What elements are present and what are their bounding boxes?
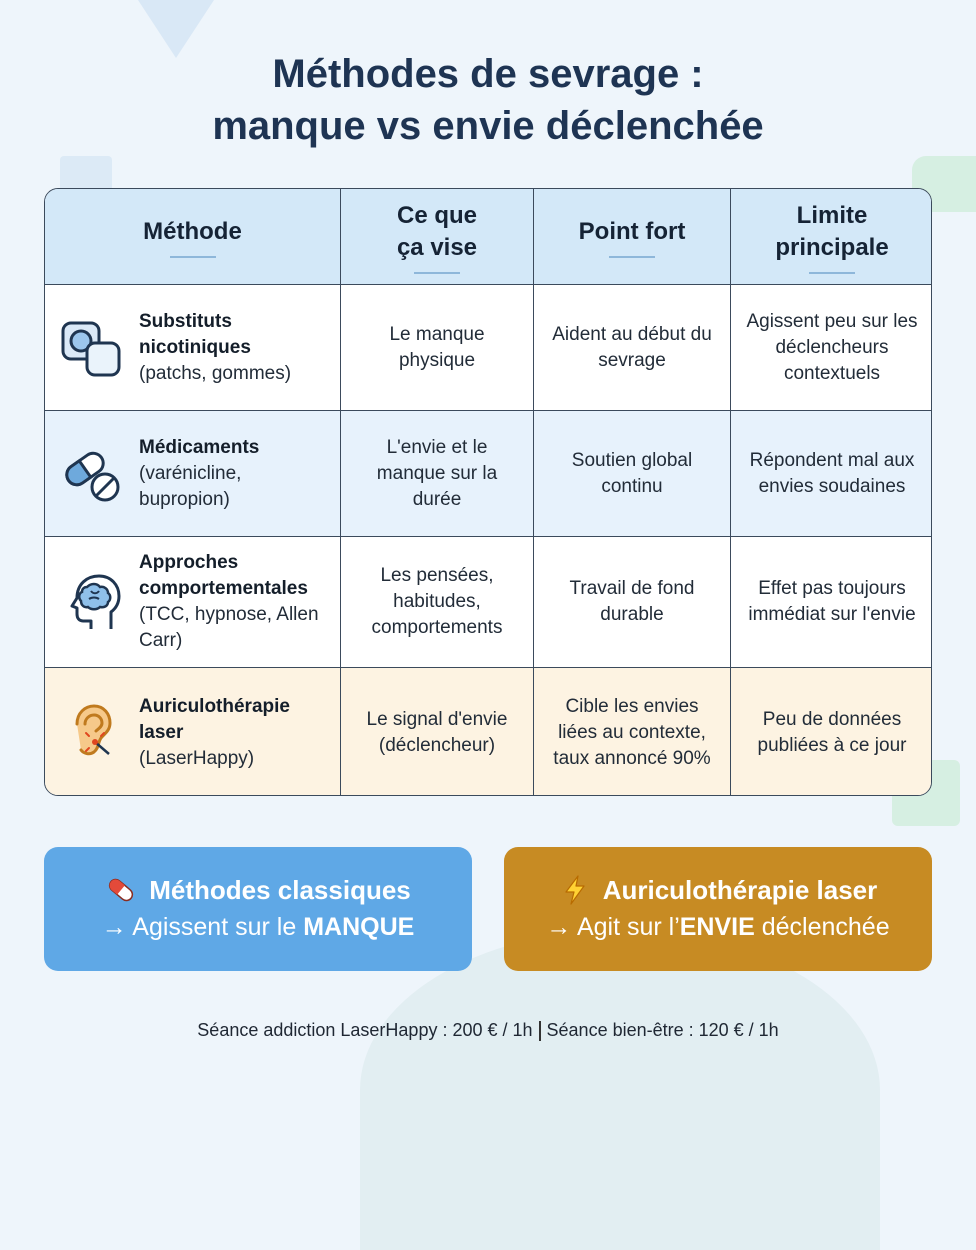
classic-subtitle: [102, 908, 415, 946]
table-cell-limit: Agissent peu sur les déclencheurs contextuels: [731, 285, 932, 411]
laser-summary: [504, 847, 932, 971]
lightning-icon: [559, 874, 591, 906]
classic-methods-summary: [44, 847, 472, 971]
laser-sub-suffix: déclenchée: [754, 913, 890, 941]
header-underline: [414, 272, 460, 274]
laser-title: Auriculothérapie laser: [602, 875, 878, 905]
table-cell-limit: Peu de données publiées à ce jour: [731, 668, 932, 796]
header-method: [45, 189, 341, 285]
table-cell-target: Les pensées, habitudes, comportements: [341, 537, 534, 668]
header-target: [341, 189, 534, 285]
header-label: principale: [775, 233, 889, 261]
table-cell-limit: Effet pas toujours immédiat sur l'envie: [731, 537, 932, 668]
patches-icon: [61, 317, 123, 379]
header-label: Point fort: [578, 217, 686, 245]
pill-capsule-icon: [105, 874, 137, 906]
classic-sub-prefix: → Agissent sur le: [101, 913, 304, 941]
method-name: Auriculothérapie laser: [139, 695, 290, 743]
method-name: Approches comportementales: [139, 552, 308, 599]
header-label: Ce que: [396, 201, 477, 229]
header-label: ça vise: [396, 233, 478, 261]
comparison-table: [44, 188, 932, 796]
table-row-method: [45, 668, 341, 796]
header-strength: [534, 189, 731, 285]
method-detail: (LaserHappy): [139, 747, 255, 769]
method-detail: (patchs, gommes): [139, 362, 292, 384]
header-underline: [609, 256, 655, 258]
table-cell-strength: Travail de fond durable: [534, 537, 731, 668]
table-cell-strength: Aident au début du sevrage: [534, 285, 731, 411]
title-line-1: Méthodes de sevrage :: [272, 52, 704, 96]
pricing-footer: [0, 1016, 976, 1044]
table-cell-limit: Répondent mal aux envies soudaines: [731, 411, 932, 537]
header-limit: [731, 189, 932, 285]
table-cell-strength: Soutien global continu: [534, 411, 731, 537]
price-wellbeing: Séance bien-être : 120 € / 1h: [546, 1020, 779, 1040]
header-underline: [809, 272, 855, 274]
method-name: Médicaments: [139, 436, 260, 458]
header-label: Méthode: [143, 217, 242, 245]
pills-icon: [61, 443, 123, 505]
method-name: Substituts nicotiniques: [139, 310, 251, 358]
header-label: Limite: [796, 201, 868, 229]
brain-head-icon: [61, 571, 123, 633]
page-title: [0, 48, 976, 152]
classic-sub-bold: MANQUE: [303, 913, 415, 941]
table-cell-target: Le signal d'envie (déclencheur): [341, 668, 534, 796]
table-row-method: [45, 285, 341, 411]
title-line-2: manque vs envie déclenchée: [212, 104, 764, 148]
classic-title: Méthodes classiques: [149, 875, 411, 905]
ear-laser-icon: [61, 702, 123, 764]
table-cell-strength: Cible les envies liées au contexte, taux annoncé 90%: [534, 668, 731, 796]
laser-sub-bold: ENVIE: [679, 913, 755, 941]
price-addiction: Séance addiction LaserHappy : 200 € / 1h: [197, 1020, 533, 1040]
separator: [539, 1021, 541, 1041]
header-underline: [170, 256, 216, 258]
decor-arc: [360, 930, 880, 1250]
method-detail: (TCC, hypnose, Allen Carr): [139, 604, 319, 651]
table-row-method: [45, 411, 341, 537]
laser-subtitle: [546, 908, 889, 946]
method-detail: (varénicline, bupropion): [139, 462, 242, 510]
table-cell-target: Le manque physique: [341, 285, 534, 411]
table-row-method: [45, 537, 341, 668]
laser-sub-prefix: → Agit sur l’: [546, 913, 680, 941]
table-cell-target: L'envie et le manque sur la durée: [341, 411, 534, 537]
